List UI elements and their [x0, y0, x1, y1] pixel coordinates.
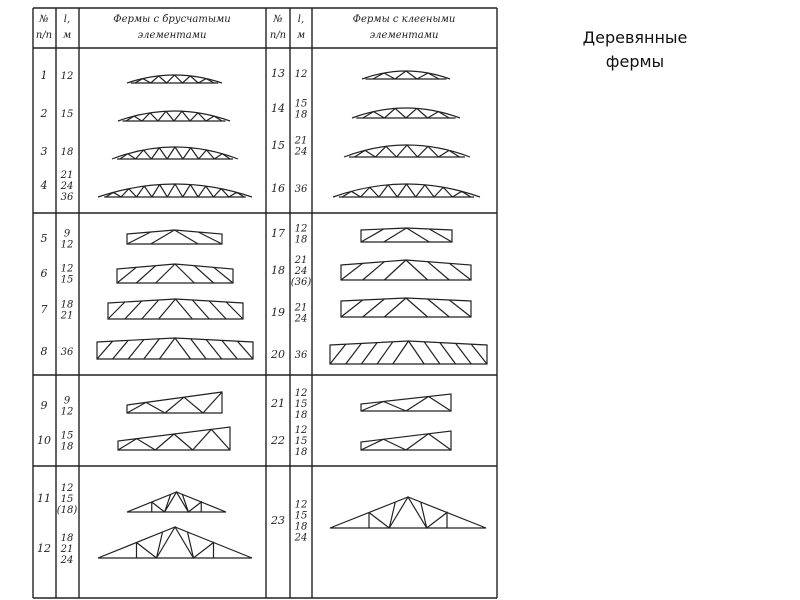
row-number-right: 22: [271, 434, 285, 447]
row-number-right: 21: [271, 397, 285, 410]
monopitch-truss-icon: [118, 427, 230, 450]
triangular-truss-icon: [98, 527, 252, 558]
row-number-left: 3: [40, 145, 48, 158]
span-value: 12: [294, 499, 308, 511]
parallel-chord-truss-icon: [97, 338, 253, 359]
header-span-left: l,: [63, 14, 71, 25]
row-number-right: 23: [271, 514, 285, 527]
header-span-right: l,: [297, 14, 305, 25]
span-value: 15: [294, 436, 308, 447]
span-value: 15: [60, 274, 74, 286]
parallel-chord-truss-icon: [330, 341, 487, 364]
span-value: 12: [60, 406, 74, 418]
row-number-right: 14: [271, 102, 285, 115]
span-value: 15: [294, 399, 308, 410]
span-value: 12: [60, 71, 74, 82]
span-value: 18: [294, 109, 308, 121]
span-value: 24: [60, 181, 74, 192]
header-pp-left: п/п: [35, 30, 53, 41]
span-value: 9: [63, 228, 71, 240]
parallel-chord-truss-icon: [108, 299, 243, 319]
span-value: 21: [60, 170, 74, 181]
span-value: 12: [294, 223, 308, 235]
segmental-arch-truss-icon: [333, 184, 480, 197]
header-unit-left: м: [62, 30, 72, 41]
header-right-title-2: элементами: [369, 30, 439, 41]
span-value: 24: [294, 313, 308, 325]
row-number-left: 12: [37, 542, 51, 555]
span-value: 18: [60, 533, 74, 544]
row-number-right: 20: [271, 348, 285, 361]
table-rows: [37, 67, 311, 566]
row-number-left: 10: [37, 434, 51, 447]
span-value: 24: [294, 146, 308, 158]
span-value: 12: [60, 239, 74, 251]
row-number-left: 4: [40, 179, 48, 192]
span-value: 18: [60, 147, 74, 158]
segmental-arch-truss-icon: [362, 71, 450, 79]
segmental-arch-truss-icon: [344, 145, 470, 157]
parallel-chord-truss-icon: [341, 260, 471, 280]
header-right-title-1: Фермы с клееными: [352, 14, 456, 25]
span-value: 21: [60, 310, 74, 322]
header-left-title-2: элементами: [137, 30, 207, 41]
span-value: 18: [294, 234, 308, 246]
span-value: 24: [60, 555, 74, 566]
span-value: 24: [294, 532, 308, 544]
span-value: 21: [294, 135, 308, 147]
monopitch-truss-icon: [127, 392, 222, 413]
row-number-left: 6: [40, 267, 48, 280]
row-number-right: 15: [271, 139, 285, 152]
header-num-right: №: [273, 14, 283, 25]
span-value: 12: [294, 69, 308, 80]
segmental-arch-truss-icon: [98, 184, 252, 197]
span-value: 18: [294, 410, 308, 421]
span-value: 15: [294, 510, 308, 522]
header-unit-right: м: [296, 30, 306, 41]
span-value: 21: [294, 255, 308, 266]
triangular-truss-icon: [330, 497, 486, 528]
segmental-arch-truss-icon: [127, 75, 222, 83]
span-value: 12: [294, 425, 308, 436]
row-number-left: 2: [40, 107, 48, 120]
parallel-chord-truss-icon: [361, 228, 452, 242]
truss-drawings: [97, 71, 487, 558]
span-value: 9: [63, 395, 71, 407]
span-value: 36: [60, 192, 74, 203]
header-num-left: №: [39, 14, 49, 25]
span-value: 18: [294, 447, 308, 458]
row-number-right: 18: [271, 264, 285, 277]
row-number-right: 19: [271, 306, 285, 319]
row-number-left: 1: [40, 69, 48, 82]
slide-title-line-1: Деревянные: [582, 28, 688, 47]
triangular-truss-icon: [127, 492, 226, 512]
row-number-left: 7: [40, 303, 48, 316]
header-left-title-1: Фермы с брусчатыми: [113, 14, 231, 25]
span-value: 36: [294, 350, 308, 361]
span-value: 21: [60, 544, 74, 555]
span-value: 15: [294, 98, 308, 110]
span-value: 15: [60, 494, 74, 505]
row-number-right: 17: [271, 227, 285, 240]
span-value: 21: [294, 302, 308, 314]
span-value: 15: [60, 430, 74, 442]
header-pp-right: п/п: [269, 30, 287, 41]
row-number-right: 13: [271, 67, 285, 80]
monopitch-truss-icon: [361, 394, 451, 411]
span-value: 18: [60, 441, 74, 453]
parallel-chord-truss-icon: [341, 298, 471, 317]
row-number-left: 8: [40, 345, 48, 358]
span-value: 12: [60, 263, 74, 275]
segmental-arch-truss-icon: [112, 147, 238, 159]
span-value: 24: [294, 266, 308, 277]
row-number-right: 16: [271, 182, 285, 195]
span-value: 12: [294, 388, 308, 399]
span-value: 18: [60, 299, 74, 311]
span-value: 12: [60, 483, 74, 494]
span-value: (36): [290, 277, 312, 288]
table-grid: [33, 8, 497, 598]
parallel-chord-truss-icon: [117, 264, 233, 283]
span-value: (18): [56, 505, 78, 516]
row-number-left: 11: [37, 492, 51, 505]
table-header: [36, 14, 455, 41]
segmental-arch-truss-icon: [118, 111, 230, 121]
span-value: 15: [60, 109, 74, 120]
slide-title-line-2: фермы: [605, 52, 665, 71]
row-number-left: 9: [40, 399, 48, 412]
span-value: 36: [294, 184, 308, 195]
span-value: 36: [60, 347, 74, 358]
parallel-chord-truss-icon: [127, 230, 222, 244]
segmental-arch-truss-icon: [352, 108, 460, 118]
row-number-left: 5: [40, 232, 48, 245]
span-value: 18: [294, 521, 308, 533]
monopitch-truss-icon: [361, 431, 451, 450]
